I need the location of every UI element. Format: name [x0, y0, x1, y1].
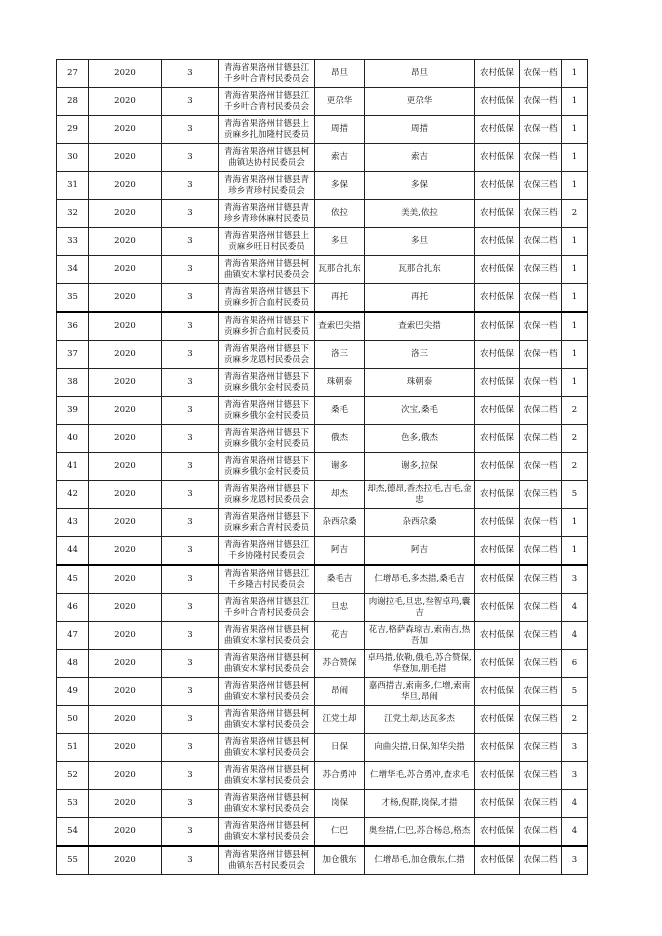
year-cell: 2020 — [89, 565, 162, 594]
head-of-household-cell: 日保 — [315, 734, 365, 762]
member-count-cell: 4 — [562, 594, 588, 622]
village-committee-cell: 青海省果洛州甘德县江千乡叶合青村民委员会 — [219, 88, 315, 116]
head-of-household-cell: 昂旦 — [315, 60, 365, 88]
quarter-cell: 3 — [162, 734, 219, 762]
member-count-cell: 1 — [562, 369, 588, 397]
quarter-cell: 3 — [162, 509, 219, 537]
quarter-cell: 3 — [162, 481, 219, 509]
quarter-cell: 3 — [162, 622, 219, 650]
year-cell: 2020 — [89, 762, 162, 790]
table-row — [57, 790, 588, 818]
table-row — [57, 341, 588, 369]
table-row — [57, 762, 588, 790]
head-of-household-cell: 瓦那合扎东 — [315, 256, 365, 284]
year-cell: 2020 — [89, 650, 162, 678]
assistance-grade-cell: 农保一档 — [520, 509, 562, 537]
member-count-cell: 3 — [562, 565, 588, 594]
table-row — [57, 594, 588, 622]
assistance-type-cell: 农村低保 — [475, 678, 520, 706]
household-members-cell: 花吉,格萨森琼吉,索南吉,热吾加 — [365, 622, 475, 650]
member-count-cell: 5 — [562, 678, 588, 706]
assistance-grade-cell: 农保三档 — [520, 622, 562, 650]
member-count-cell: 2 — [562, 397, 588, 425]
table-row — [57, 369, 588, 397]
village-committee-cell: 青海省果洛州甘德县下贡麻乡俄尔金村民委员 — [219, 369, 315, 397]
year-cell: 2020 — [89, 453, 162, 481]
household-members-cell: 索吉 — [365, 144, 475, 172]
household-members-cell: 肉谢拉毛,旦忠,叁智卓玛,囊吉 — [365, 594, 475, 622]
assistance-grade-cell: 农保一档 — [520, 284, 562, 313]
assistance-type-cell: 农村低保 — [475, 734, 520, 762]
table-row — [57, 734, 588, 762]
member-count-cell: 1 — [562, 116, 588, 144]
head-of-household-cell: 江党土却 — [315, 706, 365, 734]
household-members-cell: 更尕华 — [365, 88, 475, 116]
head-of-household-cell: 多保 — [315, 172, 365, 200]
assistance-grade-cell: 农保一档 — [520, 369, 562, 397]
assistance-grade-cell: 农保三档 — [520, 256, 562, 284]
member-count-cell: 2 — [562, 706, 588, 734]
assistance-type-cell: 农村低保 — [475, 88, 520, 116]
member-count-cell: 3 — [562, 846, 588, 875]
quarter-cell: 3 — [162, 762, 219, 790]
table-body — [57, 60, 588, 875]
household-members-cell: 阿吉 — [365, 537, 475, 566]
head-of-household-cell: 洛三 — [315, 341, 365, 369]
year-cell: 2020 — [89, 312, 162, 341]
assistance-type-cell: 农村低保 — [475, 144, 520, 172]
table-row — [57, 172, 588, 200]
assistance-type-cell: 农村低保 — [475, 228, 520, 256]
assistance-grade-cell: 农保二档 — [520, 397, 562, 425]
member-count-cell: 3 — [562, 734, 588, 762]
head-of-household-cell: 查索巴尖措 — [315, 312, 365, 341]
member-count-cell: 1 — [562, 341, 588, 369]
village-committee-cell: 青海省果洛州甘德县柯曲镇东吾村民委员会 — [219, 846, 315, 875]
head-of-household-cell: 谢多 — [315, 453, 365, 481]
assistance-type-cell: 农村低保 — [475, 256, 520, 284]
table-row — [57, 284, 588, 313]
row-number-cell: 55 — [57, 846, 89, 875]
member-count-cell: 1 — [562, 172, 588, 200]
member-count-cell: 1 — [562, 537, 588, 566]
assistance-type-cell: 农村低保 — [475, 509, 520, 537]
head-of-household-cell: 旦忠 — [315, 594, 365, 622]
household-members-cell: 江党土却,达瓦多杰 — [365, 706, 475, 734]
village-committee-cell: 青海省果洛州甘德县下贡麻乡折合血村民委员 — [219, 284, 315, 313]
table-row — [57, 818, 588, 847]
village-committee-cell: 青海省果洛州甘德县柯曲镇安木掌村民委员会 — [219, 622, 315, 650]
row-number-cell: 32 — [57, 200, 89, 228]
quarter-cell: 3 — [162, 537, 219, 566]
head-of-household-cell: 依拉 — [315, 200, 365, 228]
assistance-grade-cell: 农保一档 — [520, 341, 562, 369]
member-count-cell: 1 — [562, 88, 588, 116]
village-committee-cell: 青海省果洛州甘德县下贡麻乡折合血村民委员 — [219, 312, 315, 341]
year-cell: 2020 — [89, 706, 162, 734]
assistance-grade-cell: 农保二档 — [520, 846, 562, 875]
household-members-cell: 色多,俄杰 — [365, 425, 475, 453]
assistance-grade-cell: 农保一档 — [520, 116, 562, 144]
household-members-cell: 仁增华毛,苏合勇冲,查求毛 — [365, 762, 475, 790]
village-committee-cell: 青海省果洛州甘德县下贡麻乡龙恩村民委员会 — [219, 481, 315, 509]
head-of-household-cell: 杂西尕桑 — [315, 509, 365, 537]
row-number-cell: 53 — [57, 790, 89, 818]
table-row — [57, 650, 588, 678]
table-row — [57, 453, 588, 481]
quarter-cell: 3 — [162, 425, 219, 453]
quarter-cell: 3 — [162, 284, 219, 313]
assistance-grade-cell: 农保一档 — [520, 144, 562, 172]
year-cell: 2020 — [89, 594, 162, 622]
table-row — [57, 88, 588, 116]
assistance-grade-cell: 农保一档 — [520, 453, 562, 481]
row-number-cell: 33 — [57, 228, 89, 256]
year-cell: 2020 — [89, 818, 162, 847]
member-count-cell: 1 — [562, 228, 588, 256]
household-members-cell: 奥叁措,仁巴,苏合杨总,格杰 — [365, 818, 475, 847]
quarter-cell: 3 — [162, 818, 219, 847]
year-cell: 2020 — [89, 397, 162, 425]
head-of-household-cell: 仁巴 — [315, 818, 365, 847]
row-number-cell: 54 — [57, 818, 89, 847]
assistance-type-cell: 农村低保 — [475, 284, 520, 313]
member-count-cell: 1 — [562, 509, 588, 537]
year-cell: 2020 — [89, 481, 162, 509]
village-committee-cell: 青海省果洛州甘德县江千乡叶合青村民委员会 — [219, 60, 315, 88]
table-row — [57, 537, 588, 566]
assistance-grade-cell: 农保三档 — [520, 734, 562, 762]
assistance-type-cell: 农村低保 — [475, 790, 520, 818]
village-committee-cell: 青海省果洛州甘德县下贡麻乡龙恩村民委员会 — [219, 341, 315, 369]
quarter-cell: 3 — [162, 341, 219, 369]
village-committee-cell: 青海省果洛州甘德县柯曲镇安木掌村民委员会 — [219, 706, 315, 734]
head-of-household-cell: 花吉 — [315, 622, 365, 650]
village-committee-cell: 青海省果洛州甘德县柯曲镇安木掌村民委员会 — [219, 256, 315, 284]
quarter-cell: 3 — [162, 312, 219, 341]
quarter-cell: 3 — [162, 256, 219, 284]
row-number-cell: 31 — [57, 172, 89, 200]
table-row — [57, 256, 588, 284]
village-committee-cell: 青海省果洛州甘德县上贡麻乡旺日村民委员 — [219, 228, 315, 256]
head-of-household-cell: 桑毛 — [315, 397, 365, 425]
assistance-type-cell: 农村低保 — [475, 172, 520, 200]
household-members-cell: 卓玛措,依勒,俄毛,苏合赞保,华登加,朋毛措 — [365, 650, 475, 678]
row-number-cell: 42 — [57, 481, 89, 509]
year-cell: 2020 — [89, 60, 162, 88]
table-row — [57, 565, 588, 594]
year-cell: 2020 — [89, 144, 162, 172]
household-members-cell: 杂西尕桑 — [365, 509, 475, 537]
data-table — [56, 59, 588, 875]
assistance-type-cell: 农村低保 — [475, 425, 520, 453]
row-number-cell: 45 — [57, 565, 89, 594]
head-of-household-cell: 珠朝泰 — [315, 369, 365, 397]
assistance-grade-cell: 农保二档 — [520, 537, 562, 566]
table-row — [57, 116, 588, 144]
household-members-cell: 再托 — [365, 284, 475, 313]
year-cell: 2020 — [89, 790, 162, 818]
assistance-grade-cell: 农保二档 — [520, 228, 562, 256]
household-members-cell: 昂旦 — [365, 60, 475, 88]
assistance-grade-cell: 农保二档 — [520, 594, 562, 622]
village-committee-cell: 青海省果洛州甘德县柯曲镇安木掌村民委员会 — [219, 650, 315, 678]
row-number-cell: 34 — [57, 256, 89, 284]
village-committee-cell: 青海省果洛州甘德县下贡麻乡俄尔金村民委员 — [219, 425, 315, 453]
member-count-cell: 6 — [562, 650, 588, 678]
year-cell: 2020 — [89, 341, 162, 369]
row-number-cell: 40 — [57, 425, 89, 453]
year-cell: 2020 — [89, 425, 162, 453]
village-committee-cell: 青海省果洛州甘德县江千乡隆吉村民委员会 — [219, 565, 315, 594]
assistance-grade-cell: 农保一档 — [520, 88, 562, 116]
assistance-grade-cell: 农保三档 — [520, 678, 562, 706]
assistance-type-cell: 农村低保 — [475, 622, 520, 650]
member-count-cell: 1 — [562, 312, 588, 341]
member-count-cell: 5 — [562, 481, 588, 509]
village-committee-cell: 青海省果洛州甘德县下贡麻乡索合青村民委员 — [219, 509, 315, 537]
quarter-cell: 3 — [162, 846, 219, 875]
village-committee-cell: 青海省果洛州甘德县柯曲镇安木掌村民委员会 — [219, 678, 315, 706]
row-number-cell: 41 — [57, 453, 89, 481]
household-members-cell: 谢多,拉保 — [365, 453, 475, 481]
member-count-cell: 1 — [562, 284, 588, 313]
year-cell: 2020 — [89, 228, 162, 256]
year-cell: 2020 — [89, 284, 162, 313]
row-number-cell: 48 — [57, 650, 89, 678]
head-of-household-cell: 岗保 — [315, 790, 365, 818]
head-of-household-cell: 苏合勇冲 — [315, 762, 365, 790]
table-row — [57, 144, 588, 172]
member-count-cell: 2 — [562, 453, 588, 481]
member-count-cell: 4 — [562, 622, 588, 650]
head-of-household-cell: 桑毛吉 — [315, 565, 365, 594]
year-cell: 2020 — [89, 172, 162, 200]
row-number-cell: 35 — [57, 284, 89, 313]
year-cell: 2020 — [89, 116, 162, 144]
household-members-cell: 次宝,桑毛 — [365, 397, 475, 425]
row-number-cell: 44 — [57, 537, 89, 566]
row-number-cell: 38 — [57, 369, 89, 397]
row-number-cell: 27 — [57, 60, 89, 88]
quarter-cell: 3 — [162, 60, 219, 88]
head-of-household-cell: 周措 — [315, 116, 365, 144]
assistance-grade-cell: 农保一档 — [520, 60, 562, 88]
row-number-cell: 39 — [57, 397, 89, 425]
row-number-cell: 49 — [57, 678, 89, 706]
member-count-cell: 3 — [562, 762, 588, 790]
village-committee-cell: 青海省果洛州甘德县上贡麻乡扎加隆村民委员 — [219, 116, 315, 144]
row-number-cell: 52 — [57, 762, 89, 790]
quarter-cell: 3 — [162, 594, 219, 622]
year-cell: 2020 — [89, 734, 162, 762]
table-row — [57, 846, 588, 875]
assistance-type-cell: 农村低保 — [475, 369, 520, 397]
household-members-cell: 瓦那合扎东 — [365, 256, 475, 284]
table-row — [57, 622, 588, 650]
head-of-household-cell: 多旦 — [315, 228, 365, 256]
quarter-cell: 3 — [162, 88, 219, 116]
quarter-cell: 3 — [162, 678, 219, 706]
assistance-type-cell: 农村低保 — [475, 537, 520, 566]
household-members-cell: 嘉西措吉,索南多,仁增,索南华旦,昂闹 — [365, 678, 475, 706]
head-of-household-cell: 再托 — [315, 284, 365, 313]
table-row — [57, 200, 588, 228]
table-row — [57, 509, 588, 537]
assistance-type-cell: 农村低保 — [475, 594, 520, 622]
household-members-cell: 美美,依拉 — [365, 200, 475, 228]
village-committee-cell: 青海省果洛州甘德县柯曲镇安木掌村民委员会 — [219, 734, 315, 762]
household-members-cell: 洛三 — [365, 341, 475, 369]
household-members-cell: 珠朝泰 — [365, 369, 475, 397]
row-number-cell: 28 — [57, 88, 89, 116]
assistance-type-cell: 农村低保 — [475, 453, 520, 481]
year-cell: 2020 — [89, 509, 162, 537]
village-committee-cell: 青海省果洛州甘德县下贡麻乡俄尔金村民委员 — [219, 453, 315, 481]
assistance-type-cell: 农村低保 — [475, 846, 520, 875]
quarter-cell: 3 — [162, 116, 219, 144]
assistance-grade-cell: 农保一档 — [520, 312, 562, 341]
table-row — [57, 228, 588, 256]
table-row — [57, 60, 588, 88]
head-of-household-cell: 苏合赞保 — [315, 650, 365, 678]
year-cell: 2020 — [89, 369, 162, 397]
row-number-cell: 29 — [57, 116, 89, 144]
member-count-cell: 2 — [562, 200, 588, 228]
year-cell: 2020 — [89, 622, 162, 650]
village-committee-cell: 青海省果洛州甘德县江千乡协隆村民委员会 — [219, 537, 315, 566]
quarter-cell: 3 — [162, 144, 219, 172]
table-row — [57, 481, 588, 509]
quarter-cell: 3 — [162, 453, 219, 481]
head-of-household-cell: 昂闹 — [315, 678, 365, 706]
assistance-grade-cell: 农保三档 — [520, 790, 562, 818]
village-committee-cell: 青海省果洛州甘德县柯曲镇达协村民委员会 — [219, 144, 315, 172]
head-of-household-cell: 加仓俄东 — [315, 846, 365, 875]
quarter-cell: 3 — [162, 790, 219, 818]
head-of-household-cell: 阿吉 — [315, 537, 365, 566]
year-cell: 2020 — [89, 678, 162, 706]
village-committee-cell: 青海省果洛州甘德县柯曲镇安木掌村民委员会 — [219, 818, 315, 847]
village-committee-cell: 青海省果洛州甘德县青珍乡青珍休麻村民委员 — [219, 200, 315, 228]
assistance-type-cell: 农村低保 — [475, 762, 520, 790]
head-of-household-cell: 更尕华 — [315, 88, 365, 116]
assistance-grade-cell: 农保二档 — [520, 425, 562, 453]
household-members-cell: 查索巴尖措 — [365, 312, 475, 341]
village-committee-cell: 青海省果洛州甘德县江千乡叶合青村民委员会 — [219, 594, 315, 622]
assistance-grade-cell: 农保二档 — [520, 818, 562, 847]
quarter-cell: 3 — [162, 200, 219, 228]
table-row — [57, 706, 588, 734]
quarter-cell: 3 — [162, 706, 219, 734]
assistance-grade-cell: 农保三档 — [520, 650, 562, 678]
row-number-cell: 47 — [57, 622, 89, 650]
member-count-cell: 1 — [562, 60, 588, 88]
assistance-type-cell: 农村低保 — [475, 341, 520, 369]
household-members-cell: 仁增昂毛,多杰措,桑毛吉 — [365, 565, 475, 594]
member-count-cell: 1 — [562, 256, 588, 284]
row-number-cell: 43 — [57, 509, 89, 537]
assistance-type-cell: 农村低保 — [475, 312, 520, 341]
household-members-cell: 却杰,德昂,香杰拉毛,吉毛,金忠 — [365, 481, 475, 509]
member-count-cell: 2 — [562, 425, 588, 453]
member-count-cell: 4 — [562, 818, 588, 847]
year-cell: 2020 — [89, 88, 162, 116]
head-of-household-cell: 索吉 — [315, 144, 365, 172]
quarter-cell: 3 — [162, 650, 219, 678]
row-number-cell: 51 — [57, 734, 89, 762]
member-count-cell: 1 — [562, 144, 588, 172]
household-members-cell: 仁增昂毛,加仓俄东,仁措 — [365, 846, 475, 875]
village-committee-cell: 青海省果洛州甘德县柯曲镇安木掌村民委员会 — [219, 790, 315, 818]
assistance-type-cell: 农村低保 — [475, 565, 520, 594]
head-of-household-cell: 却杰 — [315, 481, 365, 509]
household-members-cell: 向曲尖措,日保,知华尖措 — [365, 734, 475, 762]
assistance-type-cell: 农村低保 — [475, 706, 520, 734]
household-members-cell: 多旦 — [365, 228, 475, 256]
quarter-cell: 3 — [162, 172, 219, 200]
quarter-cell: 3 — [162, 369, 219, 397]
row-number-cell: 37 — [57, 341, 89, 369]
year-cell: 2020 — [89, 200, 162, 228]
row-number-cell: 36 — [57, 312, 89, 341]
quarter-cell: 3 — [162, 397, 219, 425]
assistance-type-cell: 农村低保 — [475, 818, 520, 847]
table-row — [57, 678, 588, 706]
household-members-cell: 才杨,倪群,岗保,才措 — [365, 790, 475, 818]
table-row — [57, 312, 588, 341]
row-number-cell: 46 — [57, 594, 89, 622]
assistance-type-cell: 农村低保 — [475, 650, 520, 678]
head-of-household-cell: 俄杰 — [315, 425, 365, 453]
quarter-cell: 3 — [162, 228, 219, 256]
year-cell: 2020 — [89, 537, 162, 566]
assistance-type-cell: 农村低保 — [475, 481, 520, 509]
village-committee-cell: 青海省果洛州甘德县柯曲镇安木掌村民委员会 — [219, 762, 315, 790]
assistance-grade-cell: 农保三档 — [520, 481, 562, 509]
assistance-type-cell: 农村低保 — [475, 60, 520, 88]
assistance-grade-cell: 农保三档 — [520, 565, 562, 594]
assistance-grade-cell: 农保三档 — [520, 762, 562, 790]
member-count-cell: 4 — [562, 790, 588, 818]
assistance-grade-cell: 农保三档 — [520, 200, 562, 228]
assistance-type-cell: 农村低保 — [475, 397, 520, 425]
village-committee-cell: 青海省果洛州甘德县下贡麻乡俄尔金村民委员 — [219, 397, 315, 425]
assistance-grade-cell: 农保三档 — [520, 706, 562, 734]
table-row — [57, 397, 588, 425]
row-number-cell: 30 — [57, 144, 89, 172]
village-committee-cell: 青海省果洛州甘德县青珍乡青珍村民委员会 — [219, 172, 315, 200]
household-members-cell: 周措 — [365, 116, 475, 144]
household-members-cell: 多保 — [365, 172, 475, 200]
year-cell: 2020 — [89, 256, 162, 284]
assistance-type-cell: 农村低保 — [475, 200, 520, 228]
quarter-cell: 3 — [162, 565, 219, 594]
table-row — [57, 425, 588, 453]
assistance-type-cell: 农村低保 — [475, 116, 520, 144]
assistance-grade-cell: 农保三档 — [520, 172, 562, 200]
row-number-cell: 50 — [57, 706, 89, 734]
year-cell: 2020 — [89, 846, 162, 875]
